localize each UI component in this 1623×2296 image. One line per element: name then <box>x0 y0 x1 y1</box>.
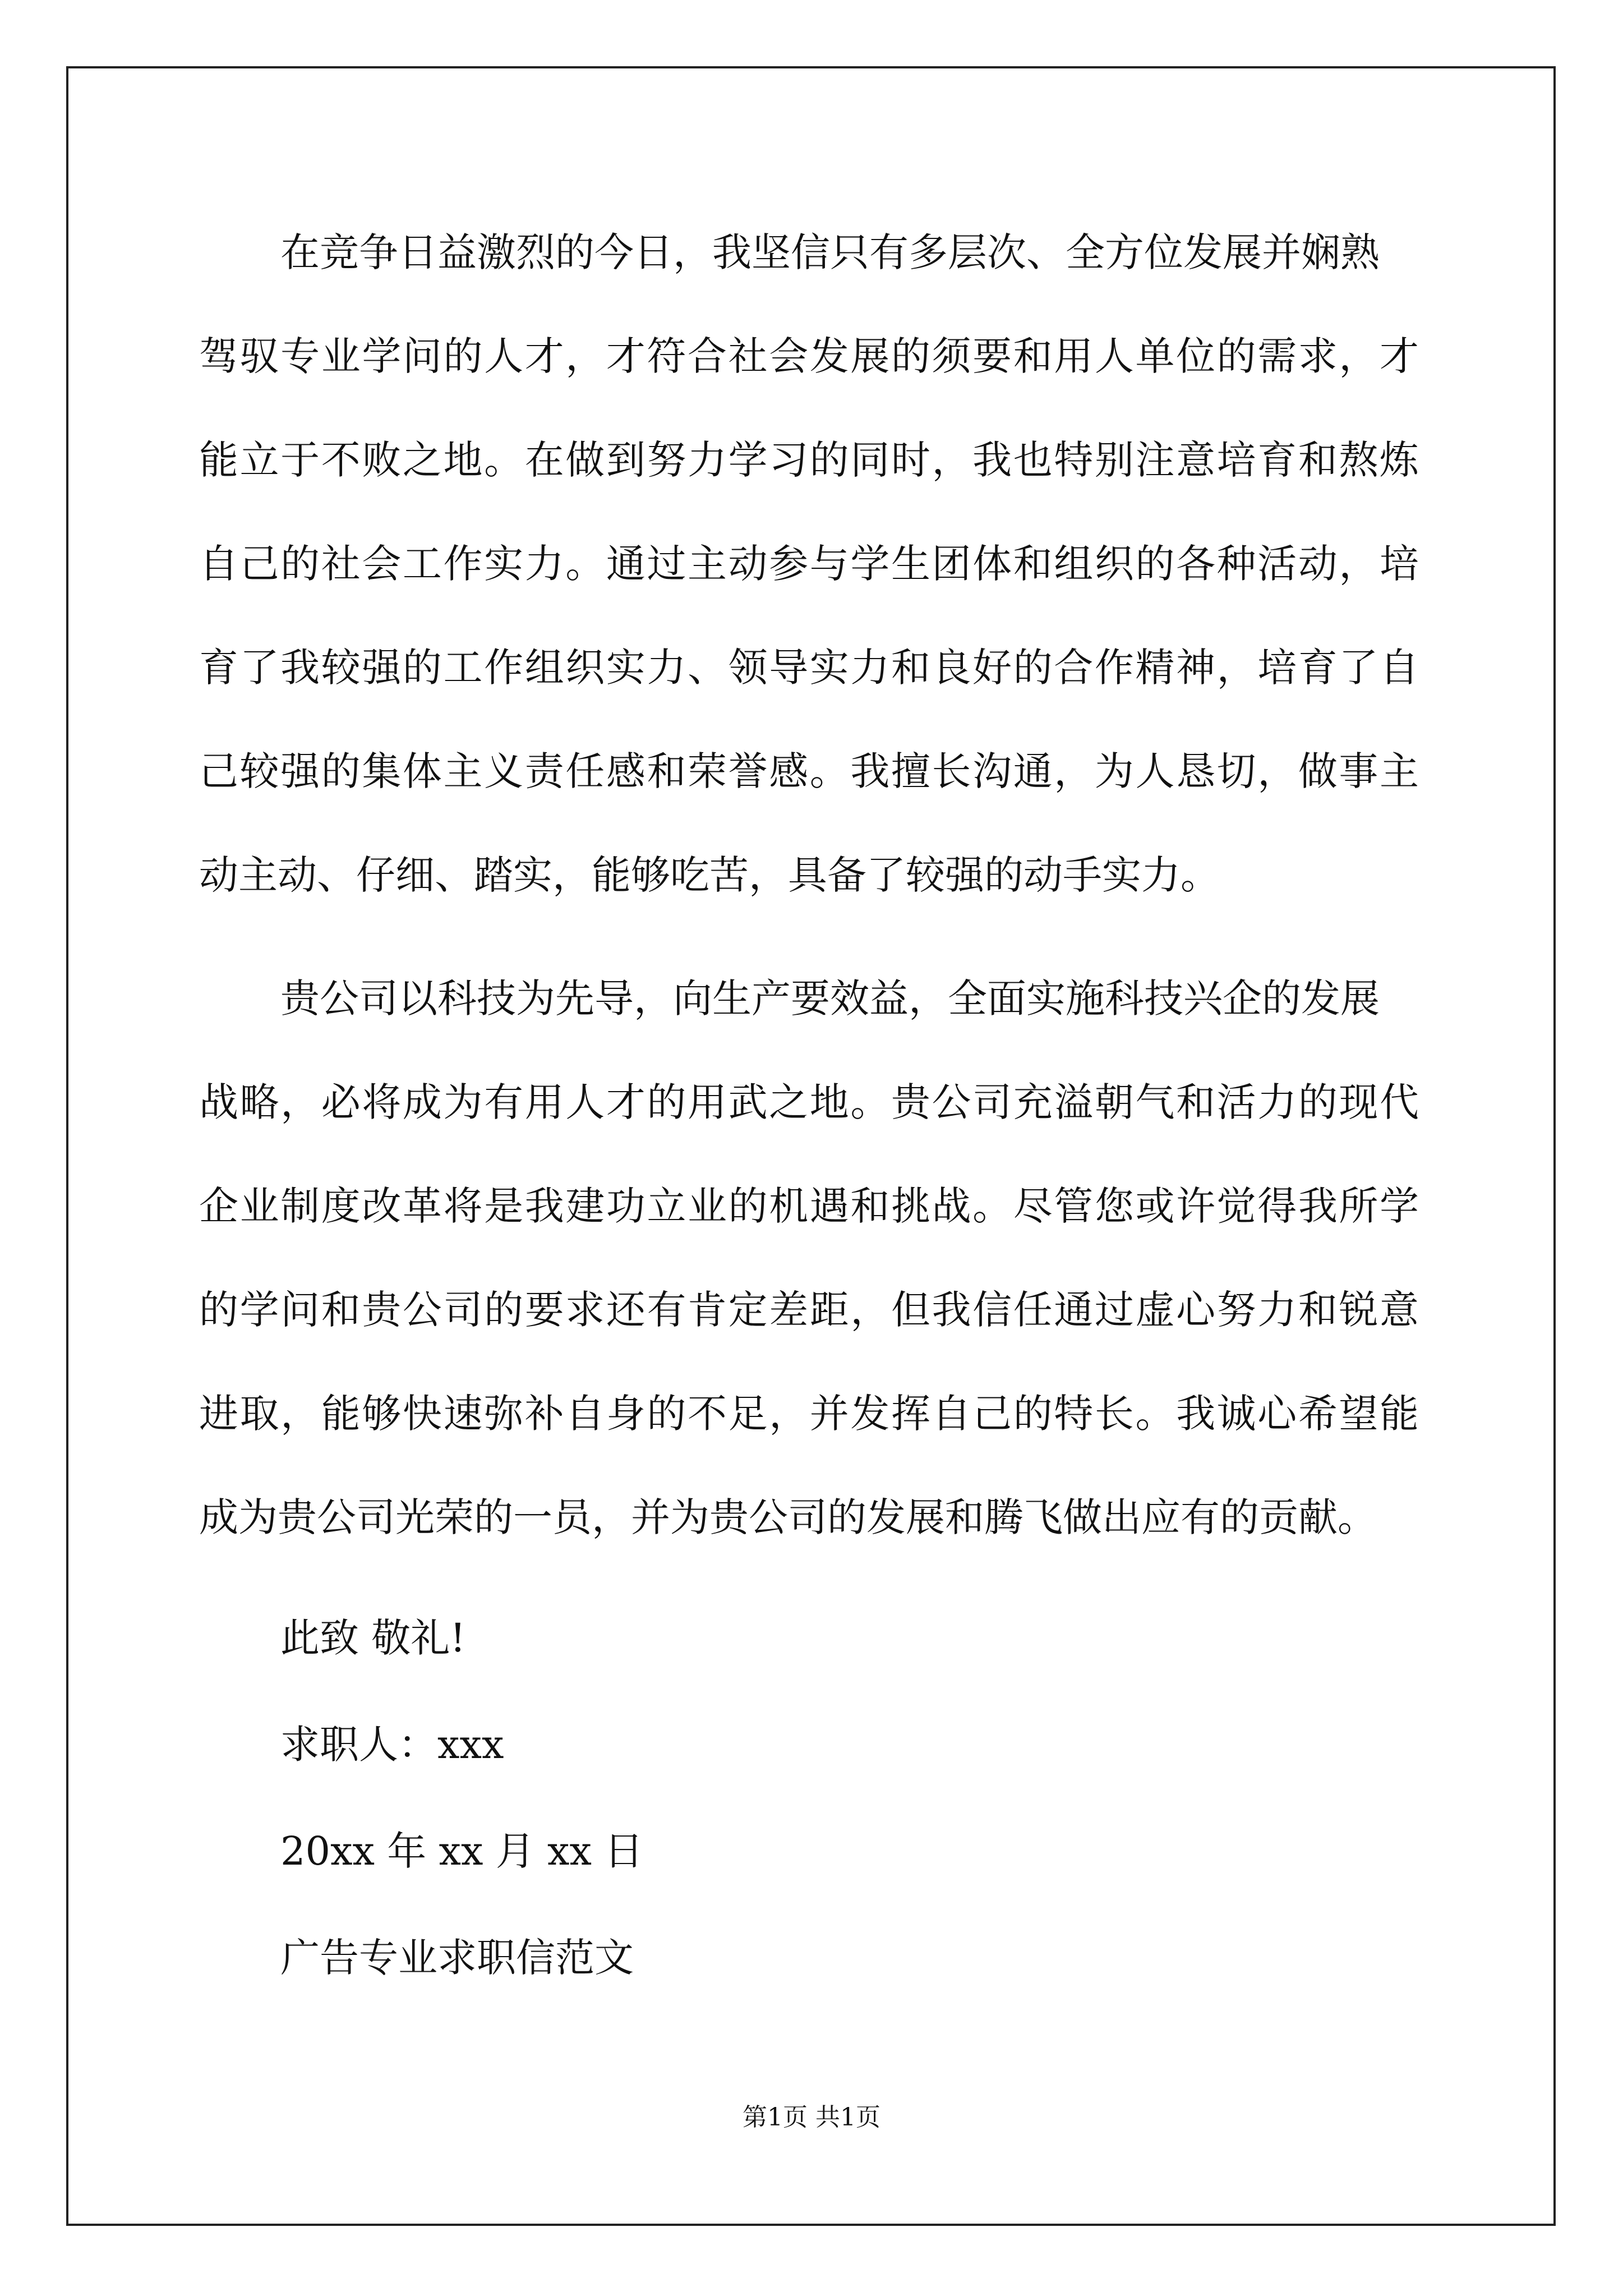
paragraph-1-line-2: 驾驭专业学问的人才，才符合社会发展的须要和用人单位的需求，才 <box>199 333 1419 379</box>
closing-salutation: 此致 敬礼! <box>280 1615 466 1661</box>
paragraph-2-line-6: 成为贵公司光荣的一员，并为贵公司的发展和腾飞做出应有的贡献。 <box>199 1494 1377 1540</box>
paragraph-2-line-3: 企业制度改革将是我建功立业的机遇和挑战。尽管您或许觉得我所学 <box>199 1183 1419 1229</box>
next-article-title: 广告专业求职信范文 <box>280 1935 634 1981</box>
paragraph-1-line-1: 在竞争日益激烈的今日，我坚信只有多层次、全方位发展并娴熟 <box>280 229 1380 275</box>
paragraph-2-line-4: 的学问和贵公司的要求还有肯定差距，但我信任通过虚心努力和锐意 <box>199 1287 1419 1333</box>
paragraph-2-line-5: 进取，能够快速弥补自身的不足，并发挥自己的特长。我诚心希望能 <box>199 1391 1419 1437</box>
letter-date: 20xx 年 xx 月 xx 日 <box>280 1828 644 1874</box>
paragraph-1-line-4: 自己的社会工作实力。通过主动参与学生团体和组织的各种活动，培 <box>199 541 1419 587</box>
page-number-footer: 第1页 共1页 <box>743 2103 880 2132</box>
paragraph-2-line-2: 战略，必将成为有用人才的用武之地。贵公司充溢朝气和活力的现代 <box>199 1079 1419 1125</box>
paragraph-1-line-5: 育了我较强的工作组织实力、领导实力和良好的合作精神，培育了自 <box>199 645 1419 691</box>
paragraph-2-line-1: 贵公司以科技为先导，向生产要效益，全面实施科技兴企的发展 <box>280 976 1380 1022</box>
page-border <box>66 66 1556 2226</box>
paragraph-1-line-6: 己较强的集体主义责任感和荣誉感。我擅长沟通，为人恳切，做事主 <box>199 748 1419 794</box>
paragraph-1-line-3: 能立于不败之地。在做到努力学习的同时，我也特别注意培育和熬炼 <box>199 437 1419 483</box>
applicant-signature: 求职人：xxx <box>280 1722 504 1768</box>
paragraph-1-line-7: 动主动、仔细、踏实，能够吃苦，具备了较强的动手实力。 <box>199 852 1220 898</box>
